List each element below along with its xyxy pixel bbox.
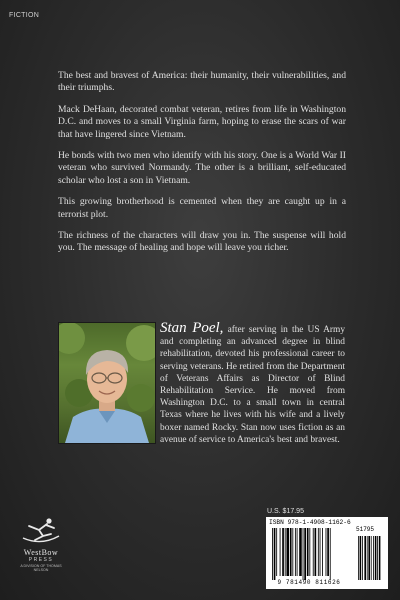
blurb-paragraph: He bonds with two men who identify with his story. One is a World War II veteran who survived Normandy. The other is a brilliant, self-educated scholar who lost a son in Vietnam. (58, 150, 346, 186)
barcode-digits: 9 781490 811626 (277, 579, 341, 586)
publisher-imprint: PRESS (28, 557, 54, 563)
author-bio (58, 322, 345, 446)
genre-label: FICTION (9, 12, 40, 19)
isbn-text: ISBN 978-1-4908-1162-6 (269, 519, 351, 526)
blurb (58, 70, 346, 264)
blurb-paragraph: This growing brotherhood is cemented when they are caught up in a terrorist plot. (58, 196, 346, 220)
author-name: Stan Poel, (160, 320, 224, 336)
publisher-logo (14, 516, 68, 588)
barcode (266, 517, 388, 589)
price-label: U.S. $17.95 (267, 508, 304, 515)
blurb-paragraph: Mack DeHaan, decorated combat veteran, retires from life in Washington D.C. and moves to a small Virginia farm, hoping to erase the scars of war that have lingered since Vietnam. (58, 103, 346, 140)
author-bio-text: after serving in the US Army and completing an advanced degree in blind rehabilitation, devoted his professional career to serving veterans. He retired from the Department of Veterans Affairs as Director of Blind Rehabilitation Service. He moved from Washington D.C. to a small town in central Texas where he lives with his wife and a lively boxer named Rocky. Stan now uses fiction as an avenue of service to America's best and bravest. (160, 325, 346, 445)
publisher-name: WestBow (23, 548, 59, 557)
addon-digits: 51795 (356, 526, 375, 533)
blurb-paragraph: The best and bravest of America: their humanity, their vulnerabilities, and their triumphs. (58, 70, 346, 94)
blurb-paragraph: The richness of the characters will draw you in. The suspense will hold you. The message of healing and hope will leave you richer. (58, 230, 346, 254)
jumping-figure-icon (21, 516, 61, 546)
publisher-tagline: A DIVISION OF THOMAS NELSON (20, 564, 62, 572)
barcode-bars-icon (272, 528, 384, 580)
